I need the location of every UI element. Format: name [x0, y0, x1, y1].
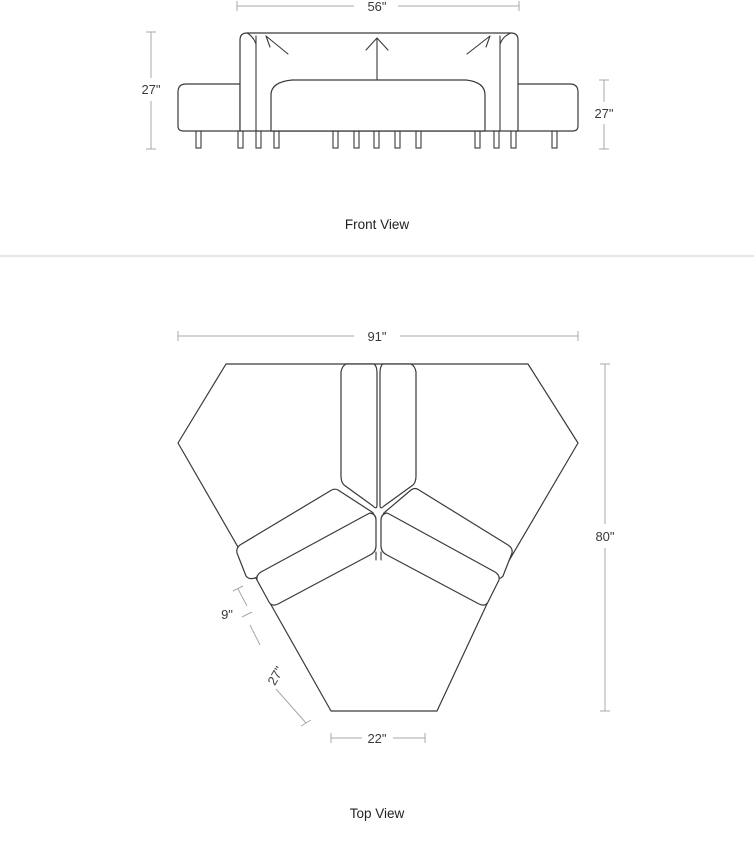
- front-right-height-dimension: [594, 80, 613, 149]
- front-right-height-label: 27": [594, 106, 614, 121]
- top-sofa-outline: [178, 364, 578, 711]
- top-front-edge-dimension: [331, 731, 425, 746]
- front-left-height-dimension: [141, 32, 160, 149]
- front-width-label: 56": [367, 0, 387, 14]
- front-left-height-label: 27": [141, 82, 161, 97]
- top-arm-label: 9": [221, 607, 233, 622]
- top-view-caption: Top View: [349, 806, 405, 821]
- top-backrest-upper-left: [341, 364, 377, 508]
- top-front-edge-label: 22": [367, 731, 387, 746]
- top-seat-label: 27": [264, 663, 287, 688]
- front-seat-cushion: [271, 80, 485, 131]
- front-width-dimension: [237, 0, 519, 14]
- front-view-caption: Front View: [344, 217, 410, 232]
- top-depth-dimension: [595, 364, 614, 711]
- top-width-label: 91": [367, 329, 387, 344]
- front-left-ottoman: [178, 84, 240, 131]
- top-width-dimension: [178, 329, 578, 344]
- front-view: [141, 0, 613, 149]
- front-legs: [196, 131, 557, 148]
- top-view: [178, 329, 615, 746]
- front-right-ottoman: [516, 84, 578, 131]
- top-depth-label: 80": [595, 529, 615, 544]
- top-backrest-upper-right: [380, 364, 416, 508]
